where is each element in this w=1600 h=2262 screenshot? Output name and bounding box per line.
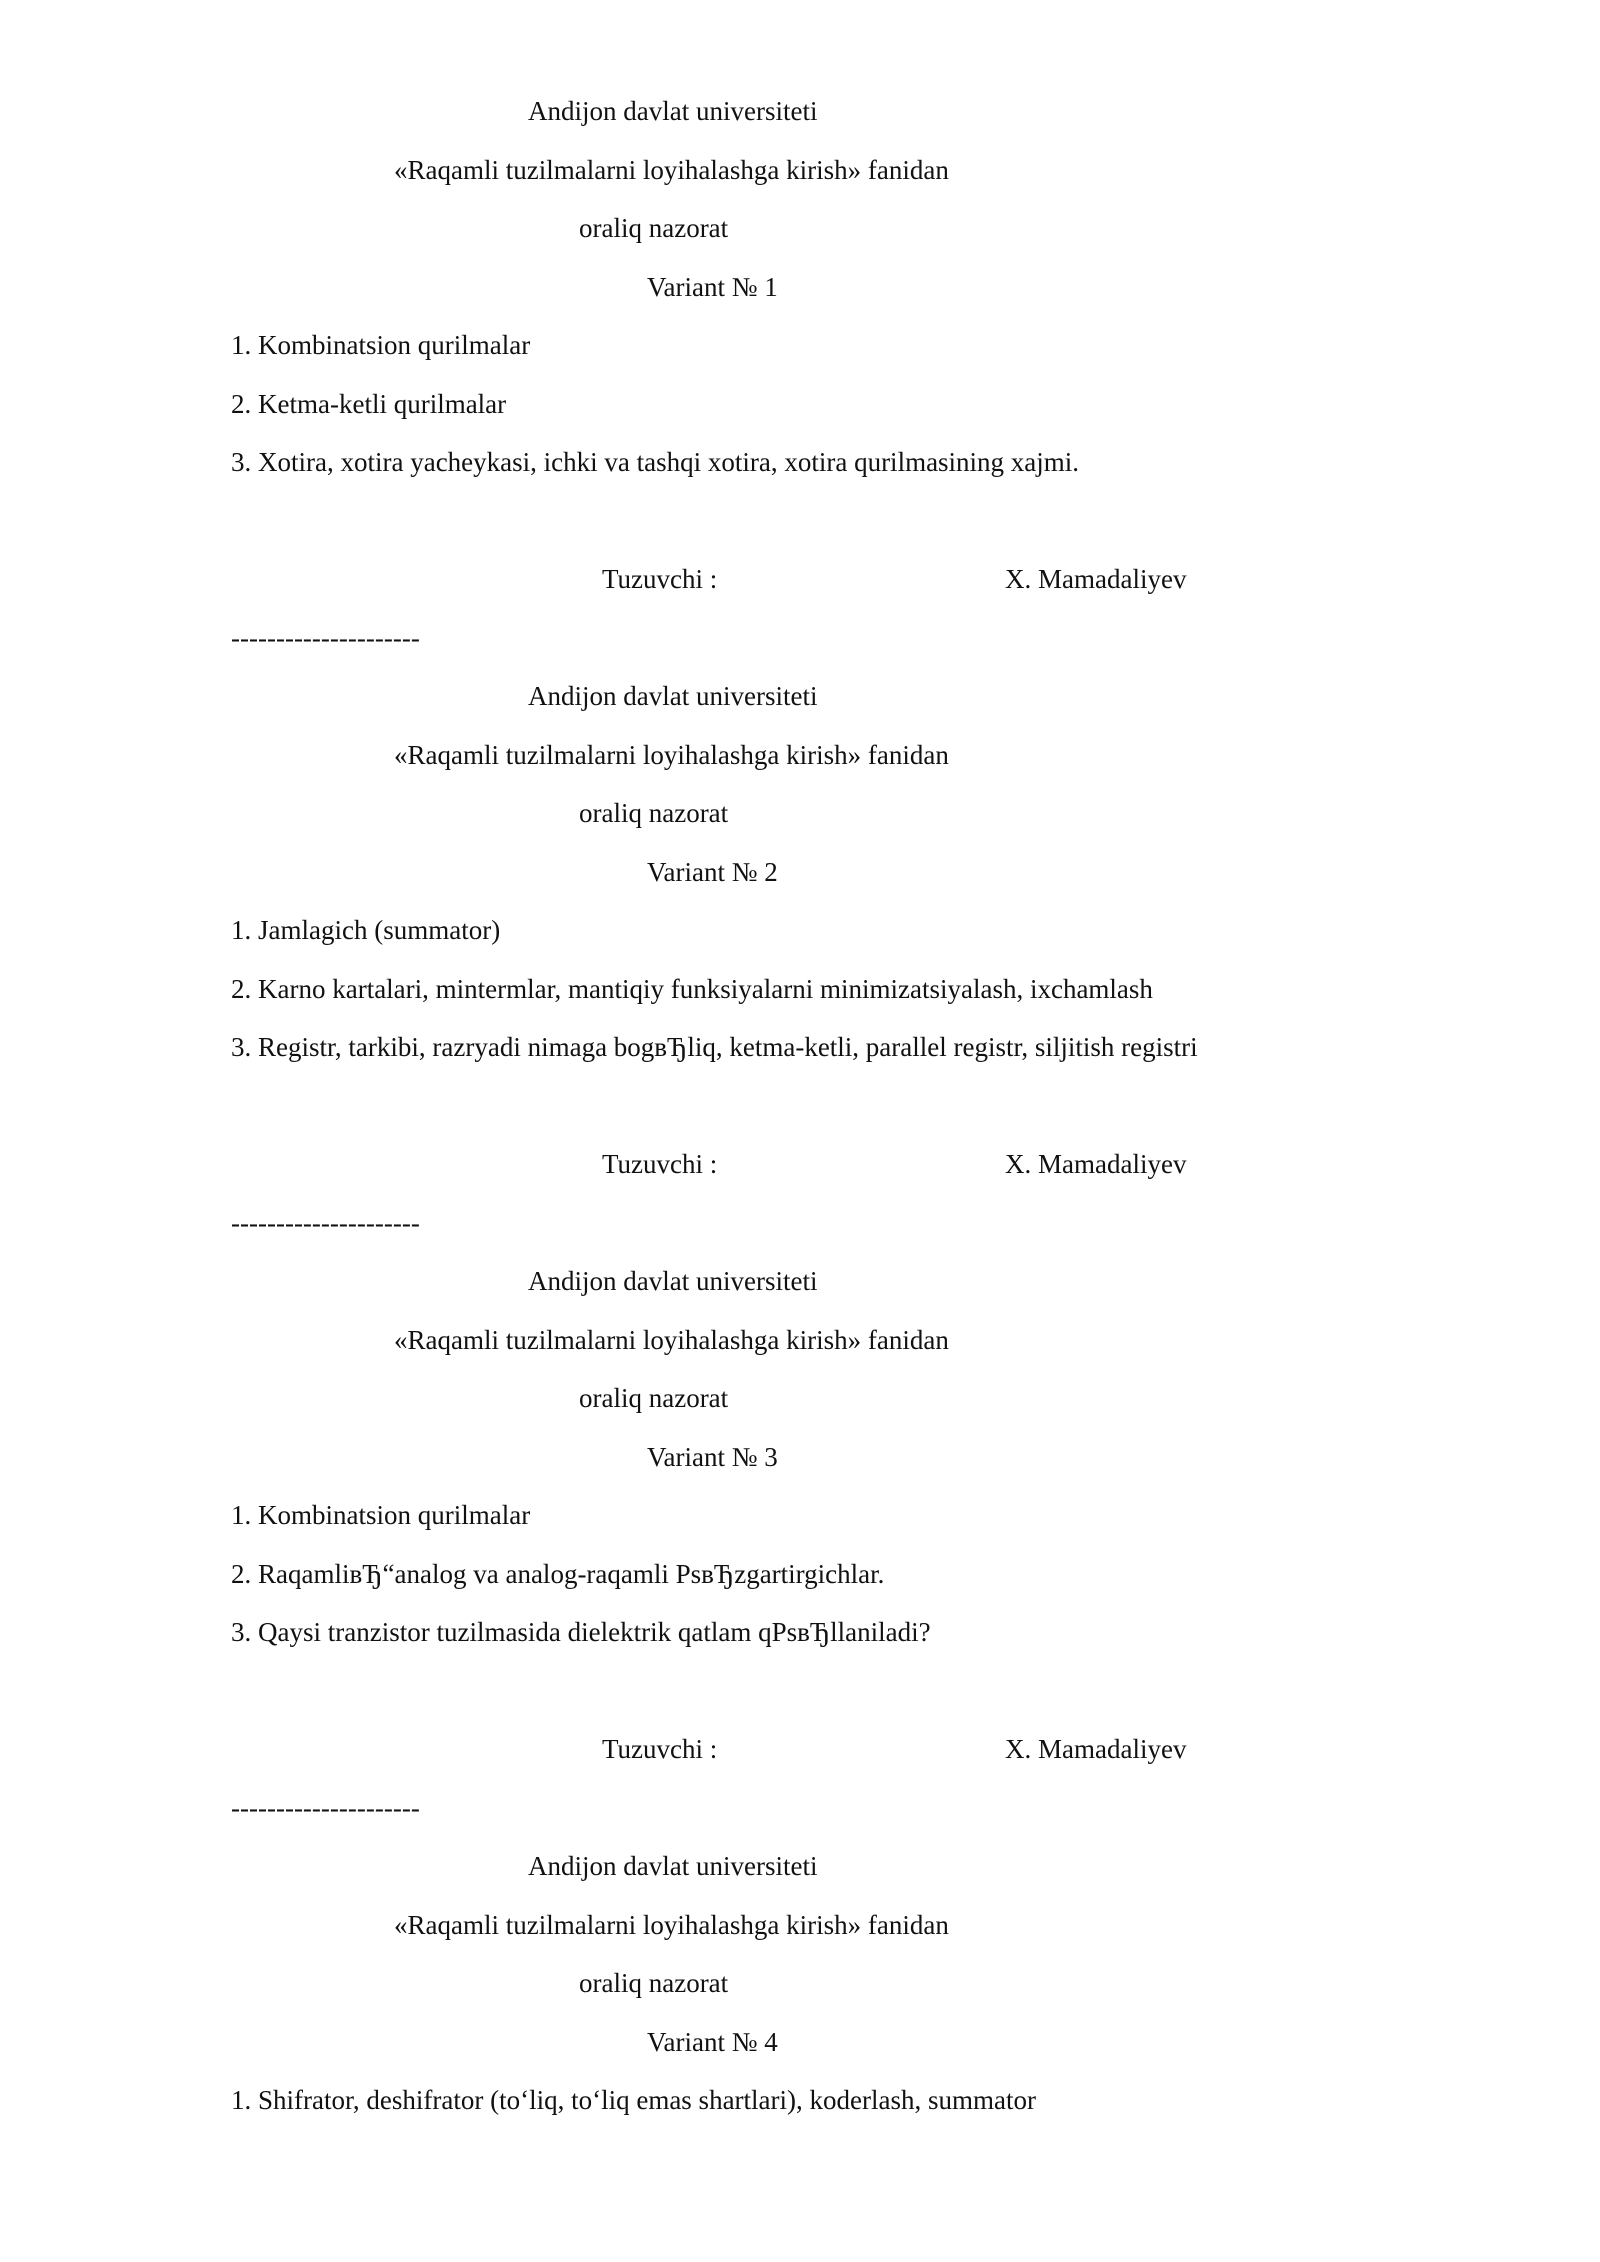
- variant-number: Variant № 4: [647, 2027, 778, 2057]
- section-divider: ---------------------: [231, 623, 420, 653]
- question-item: 2. Ketma-ketli qurilmalar: [231, 389, 507, 419]
- question-item: 2. RaqamliвЂ“analog va analog-raqamli PsвЂzgartirgichlar.: [231, 1559, 885, 1589]
- exam-type: oraliq nazorat: [579, 213, 729, 243]
- exam-type: oraliq nazorat: [579, 1968, 729, 1998]
- university-name: Andijon davlat universiteti: [528, 1266, 818, 1296]
- subject-title: «Raqamli tuzilmalarni loyihalashga kirish» fanidan: [394, 155, 949, 185]
- question-item: 2. Karno kartalari, mintermlar, mantiqiy funksiyalarni minimizatsiyalash, ixchamlash: [231, 974, 1153, 1004]
- question-item: 3. Qaysi tranzistor tuzilmasida dielektrik qatlam qPsвЂllaniladi?: [231, 1617, 931, 1647]
- section-divider: ---------------------: [231, 1793, 420, 1823]
- subject-title: «Raqamli tuzilmalarni loyihalashga kirish» fanidan: [394, 1910, 949, 1940]
- composer-name: X. Mamadaliyev: [1005, 1734, 1187, 1764]
- question-item: 1. Kombinatsion qurilmalar: [231, 330, 531, 360]
- question-item: 1. Shifrator, deshifrator (to‘liq, to‘liq emas shartlari), koderlash, summator: [231, 2085, 1036, 2115]
- composer-name: X. Mamadaliyev: [1005, 564, 1187, 594]
- exam-type: oraliq nazorat: [579, 1383, 729, 1413]
- composer-label: Tuzuvchi :: [602, 564, 718, 594]
- variant-number: Variant № 2: [647, 857, 778, 887]
- university-name: Andijon davlat universiteti: [528, 681, 818, 711]
- section-divider: ---------------------: [231, 1208, 420, 1238]
- question-item: 3. Xotira, xotira yacheykasi, ichki va tashqi xotira, xotira qurilmasining xajmi.: [231, 447, 1080, 477]
- question-item: 3. Registr, tarkibi, razryadi nimaga bogвЂliq, ketma-ketli, parallel registr, siljitish registri: [231, 1032, 1198, 1062]
- subject-title: «Raqamli tuzilmalarni loyihalashga kirish» fanidan: [394, 740, 949, 770]
- composer-label: Tuzuvchi :: [602, 1149, 718, 1179]
- question-item: 1. Kombinatsion qurilmalar: [231, 1500, 531, 1530]
- university-name: Andijon davlat universiteti: [528, 1851, 818, 1881]
- question-item: 1. Jamlagich (summator): [231, 915, 501, 945]
- exam-type: oraliq nazorat: [579, 798, 729, 828]
- university-name: Andijon davlat universiteti: [528, 96, 818, 126]
- composer-label: Tuzuvchi :: [602, 1734, 718, 1764]
- variant-number: Variant № 3: [647, 1442, 778, 1472]
- composer-name: X. Mamadaliyev: [1005, 1149, 1187, 1179]
- variant-number: Variant № 1: [647, 272, 778, 302]
- subject-title: «Raqamli tuzilmalarni loyihalashga kirish» fanidan: [394, 1325, 949, 1355]
